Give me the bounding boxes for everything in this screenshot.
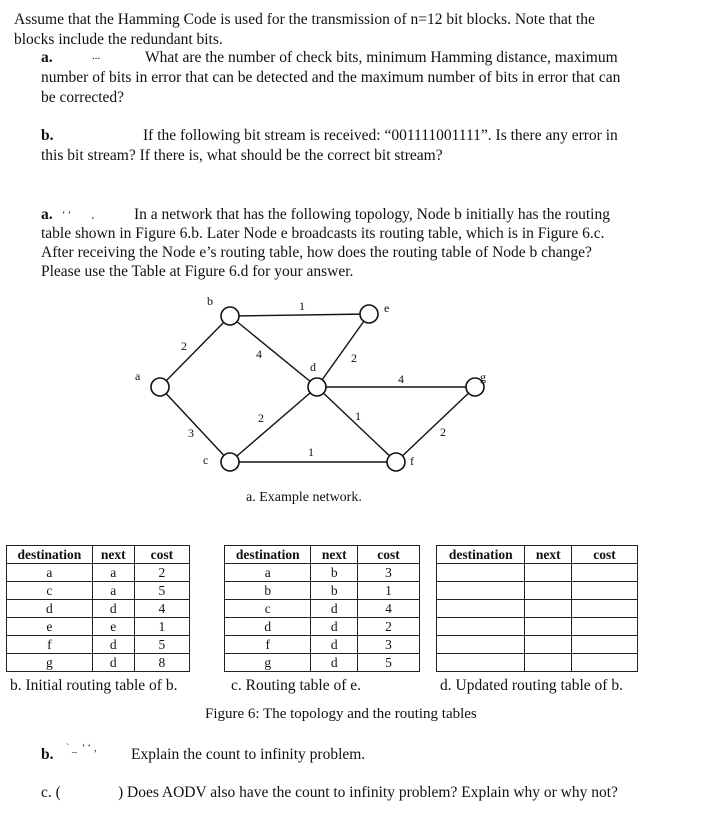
- cell: d: [92, 636, 134, 654]
- cell: c: [225, 600, 311, 618]
- q2c-text: ) Does AODV also have the count to infinity problem? Explain why or why not?: [118, 784, 618, 801]
- empty-cell[interactable]: [571, 618, 637, 636]
- edge-d-e: [317, 314, 369, 387]
- node-e: [360, 305, 378, 323]
- table-header-row: [7, 546, 190, 564]
- cell: d: [225, 618, 311, 636]
- intro-line-1: Assume that the Hamming Code is used for the transmission of n=12 bit blocks. Note that the: [14, 11, 595, 28]
- updated-routing-table: [436, 545, 638, 672]
- node-label-b: b: [207, 294, 213, 308]
- table-row: [225, 636, 420, 654]
- figure-caption: Figure 6: The topology and the routing tables: [205, 706, 477, 722]
- cell: a: [225, 564, 311, 582]
- cell: e: [92, 618, 134, 636]
- table-row: [225, 654, 420, 672]
- empty-cell[interactable]: [437, 654, 525, 672]
- edge-b-d: [230, 316, 317, 387]
- edge-b-e: [230, 314, 369, 316]
- node-a: [151, 378, 169, 396]
- network-diagram: [0, 285, 721, 485]
- q2a-line-3: After receiving the Node e’s routing table, how does the routing table of Node b change?: [41, 244, 592, 261]
- empty-cell[interactable]: [571, 654, 637, 672]
- cell: 4: [357, 600, 419, 618]
- caption-updated-table: d. Updated routing table of b.: [440, 677, 623, 694]
- node-label-a: a: [135, 369, 141, 383]
- empty-cell[interactable]: [525, 618, 572, 636]
- q2b-marker: ` _ ‘ ‘ ‚: [66, 743, 97, 754]
- q1a-line-3: be corrected?: [41, 89, 125, 106]
- cell: 5: [134, 582, 189, 600]
- empty-cell[interactable]: [437, 600, 525, 618]
- col-cost: cost: [571, 546, 637, 564]
- node-c: [221, 453, 239, 471]
- edge-a-b: [160, 316, 230, 387]
- cell: 1: [134, 618, 189, 636]
- empty-cell[interactable]: [571, 600, 637, 618]
- cell: 2: [357, 618, 419, 636]
- edge-weight-ab: 2: [181, 339, 187, 353]
- edge-c-d: [230, 387, 317, 462]
- table-row: [437, 618, 638, 636]
- cell: f: [7, 636, 93, 654]
- cell: 2: [134, 564, 189, 582]
- cell: 3: [357, 636, 419, 654]
- table-row: [7, 654, 190, 672]
- caption-e-table: c. Routing table of e.: [231, 677, 361, 694]
- node-b: [221, 307, 239, 325]
- node-label-c: c: [203, 453, 209, 467]
- q1b-label: b.: [41, 127, 54, 144]
- empty-cell[interactable]: [437, 618, 525, 636]
- col-destination: destination: [437, 546, 525, 564]
- intro-line-2: blocks include the redundant bits.: [14, 31, 223, 48]
- q1a-line-2: number of bits in error that can be detected and the maximum number of bits in error that can: [41, 69, 621, 86]
- initial-routing-table: [6, 545, 190, 672]
- col-cost: cost: [357, 546, 419, 564]
- edge-d-f: [317, 387, 396, 462]
- cell: 5: [357, 654, 419, 672]
- node-label-g: g: [480, 370, 486, 384]
- cell: 1: [357, 582, 419, 600]
- table-row: [225, 600, 420, 618]
- q1a-label: a.: [41, 49, 53, 66]
- table-header-row: [437, 546, 638, 564]
- cell: b: [311, 564, 357, 582]
- edge-weight-fg: 2: [440, 425, 446, 439]
- table-header-row: [225, 546, 420, 564]
- q2c-label: c. (: [41, 784, 61, 801]
- cell: a: [92, 564, 134, 582]
- edge-weight-cd: 2: [258, 411, 264, 425]
- empty-cell[interactable]: [437, 636, 525, 654]
- node-d: [308, 378, 326, 396]
- q1a-line-1: What are the number of check bits, minimum Hamming distance, maximum: [145, 49, 618, 66]
- table-row: [437, 600, 638, 618]
- cell: 3: [357, 564, 419, 582]
- empty-cell[interactable]: [525, 582, 572, 600]
- q2b-text: Explain the count to infinity problem.: [131, 746, 366, 763]
- table-row: [7, 600, 190, 618]
- cell: d: [311, 600, 357, 618]
- table-row: [7, 618, 190, 636]
- q2a-line-1: In a network that has the following topology, Node b initially has the routing: [134, 206, 610, 223]
- q1b-line-1: If the following bit stream is received: “001111001111”. Is there any error in: [143, 127, 618, 144]
- edge-weight-ac: 3: [188, 426, 194, 440]
- table-row: [437, 564, 638, 582]
- col-next: next: [311, 546, 357, 564]
- table-row: [7, 564, 190, 582]
- table-row: [437, 636, 638, 654]
- cell: d: [311, 636, 357, 654]
- node-f: [387, 453, 405, 471]
- table-row: [437, 654, 638, 672]
- network-caption: a. Example network.: [246, 490, 362, 505]
- cell: d: [7, 600, 93, 618]
- cell: a: [7, 564, 93, 582]
- col-next: next: [92, 546, 134, 564]
- q2a-label: a.: [41, 206, 53, 223]
- empty-cell[interactable]: [571, 636, 637, 654]
- node-label-e: e: [384, 301, 390, 315]
- empty-cell[interactable]: [525, 654, 572, 672]
- cell: d: [92, 654, 134, 672]
- node-label-d: d: [310, 360, 316, 374]
- cell: c: [7, 582, 93, 600]
- empty-cell[interactable]: [571, 564, 637, 582]
- cell: d: [311, 618, 357, 636]
- table-row: [7, 582, 190, 600]
- edge-weight-cf: 1: [308, 445, 314, 459]
- cell: b: [311, 582, 357, 600]
- node-label-f: f: [410, 454, 414, 468]
- empty-cell[interactable]: [525, 636, 572, 654]
- cell: f: [225, 636, 311, 654]
- table-row: [225, 564, 420, 582]
- table-row: [7, 636, 190, 654]
- edge-f-g: [396, 387, 475, 462]
- edge-a-c: [160, 387, 230, 462]
- table-row: [225, 618, 420, 636]
- cell: g: [225, 654, 311, 672]
- cell: g: [7, 654, 93, 672]
- q1b-line-2: this bit stream? If there is, what should be the correct bit stream?: [41, 147, 443, 164]
- col-next: next: [525, 546, 572, 564]
- table-row: [437, 582, 638, 600]
- cell: d: [92, 600, 134, 618]
- q2a-marker: ‘ ‘ ‚: [62, 210, 95, 221]
- cell: 8: [134, 654, 189, 672]
- table-row: [225, 582, 420, 600]
- edge-weight-be: 1: [299, 299, 305, 313]
- col-destination: destination: [7, 546, 93, 564]
- empty-cell[interactable]: [571, 582, 637, 600]
- q1a-marker: ...: [92, 50, 101, 62]
- empty-cell[interactable]: [525, 564, 572, 582]
- e-routing-table: [224, 545, 420, 672]
- q2b-label: b.: [41, 746, 54, 763]
- q2a-line-4: Please use the Table at Figure 6.d for your answer.: [41, 263, 354, 280]
- edge-weight-de: 2: [351, 351, 357, 365]
- empty-cell[interactable]: [437, 564, 525, 582]
- q2a-line-2: table shown in Figure 6.b. Later Node e broadcasts its routing table, which is in Figure 6.c.: [41, 225, 605, 242]
- empty-cell[interactable]: [437, 582, 525, 600]
- edge-weight-dg: 4: [398, 372, 404, 386]
- edge-weight-bd: 4: [256, 347, 262, 361]
- col-cost: cost: [134, 546, 189, 564]
- empty-cell[interactable]: [525, 600, 572, 618]
- edge-weight-df: 1: [355, 409, 361, 423]
- cell: 5: [134, 636, 189, 654]
- cell: a: [92, 582, 134, 600]
- col-destination: destination: [225, 546, 311, 564]
- cell: b: [225, 582, 311, 600]
- caption-initial-table: b. Initial routing table of b.: [10, 677, 178, 694]
- cell: 4: [134, 600, 189, 618]
- cell: d: [311, 654, 357, 672]
- cell: e: [7, 618, 93, 636]
